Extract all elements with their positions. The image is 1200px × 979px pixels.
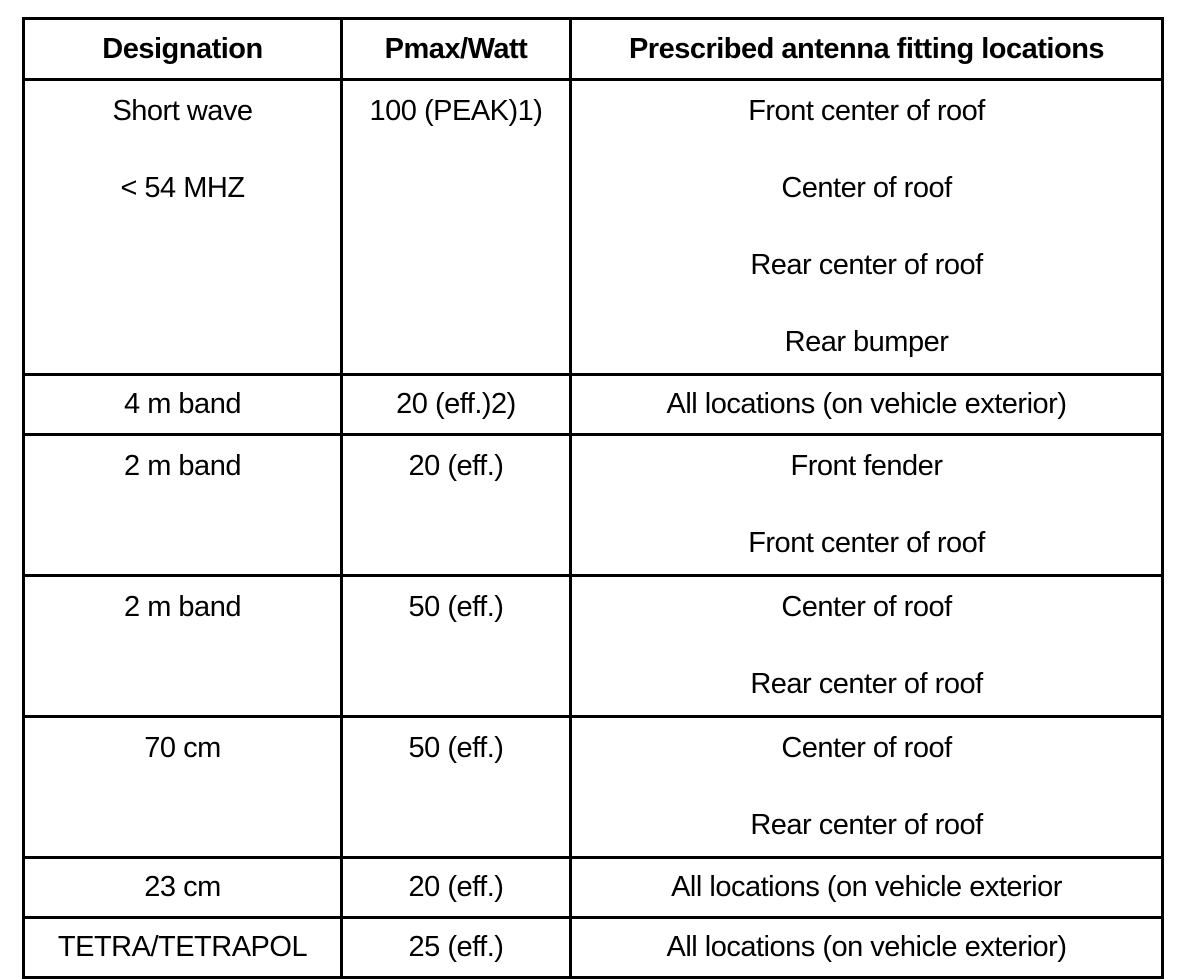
designation-cell [24, 375, 342, 435]
header-locations: Prescribed antenna fitting locations [571, 19, 1163, 80]
location-text: Front fender [790, 450, 943, 482]
table-row [24, 80, 1163, 375]
designation-text: 4 m band [124, 388, 241, 420]
location-text: All locations (on vehicle exterior) [666, 388, 1067, 420]
location-text: All locations (on vehicle exterior) [666, 931, 1067, 963]
pmax-text: 50 (eff.) [408, 591, 504, 623]
locations-cell [571, 375, 1163, 435]
header-pmax: Pmax/Watt [342, 19, 571, 80]
locations-cell [571, 435, 1163, 576]
designation-cell [24, 80, 342, 375]
location-text: Rear bumper [784, 326, 949, 358]
table-row [24, 858, 1163, 918]
designation-text: 23 cm [144, 871, 221, 903]
designation-text: < 54 MHZ [120, 172, 245, 204]
header-row [24, 19, 1163, 80]
table-row [24, 576, 1163, 717]
designation-text: 70 cm [144, 732, 221, 764]
table-header [24, 19, 1163, 80]
pmax-text: 50 (eff.) [408, 732, 504, 764]
designation-cell [24, 576, 342, 717]
header-designation: Designation [24, 19, 342, 80]
table-row [24, 435, 1163, 576]
location-text: Rear center of roof [750, 809, 983, 841]
pmax-cell [342, 435, 571, 576]
designation-text: Short wave [112, 95, 253, 127]
pmax-cell [342, 576, 571, 717]
pmax-cell [342, 918, 571, 978]
designation-cell [24, 918, 342, 978]
location-text: Rear center of roof [750, 249, 983, 281]
pmax-text: 25 (eff.) [408, 931, 504, 963]
table-row [24, 717, 1163, 858]
location-text: Center of roof [781, 591, 952, 623]
table-row [24, 375, 1163, 435]
designation-cell [24, 858, 342, 918]
designation-text: 2 m band [124, 591, 241, 623]
locations-cell [571, 918, 1163, 978]
table-row [24, 918, 1163, 978]
locations-cell [571, 576, 1163, 717]
pmax-cell [342, 717, 571, 858]
designation-text: TETRA/TETRAPOL [57, 931, 308, 963]
designation-cell [24, 717, 342, 858]
pmax-text: 20 (eff.)2) [396, 388, 516, 420]
designation-cell [24, 435, 342, 576]
location-text: All locations (on vehicle exterior [671, 871, 1062, 903]
pmax-cell [342, 375, 571, 435]
antenna-spec-table [22, 17, 1164, 979]
pmax-cell [342, 80, 571, 375]
pmax-text: 20 (eff.) [408, 450, 504, 482]
location-text: Center of roof [781, 732, 952, 764]
locations-cell [571, 717, 1163, 858]
pmax-text: 100 (PEAK)1) [369, 95, 543, 127]
locations-cell [571, 858, 1163, 918]
table-body [24, 80, 1163, 978]
location-text: Front center of roof [748, 95, 985, 127]
pmax-cell [342, 858, 571, 918]
pmax-text: 20 (eff.) [408, 871, 504, 903]
location-text: Front center of roof [748, 527, 985, 559]
location-text: Rear center of roof [750, 668, 983, 700]
locations-cell [571, 80, 1163, 375]
location-text: Center of roof [781, 172, 952, 204]
designation-text: 2 m band [124, 450, 241, 482]
